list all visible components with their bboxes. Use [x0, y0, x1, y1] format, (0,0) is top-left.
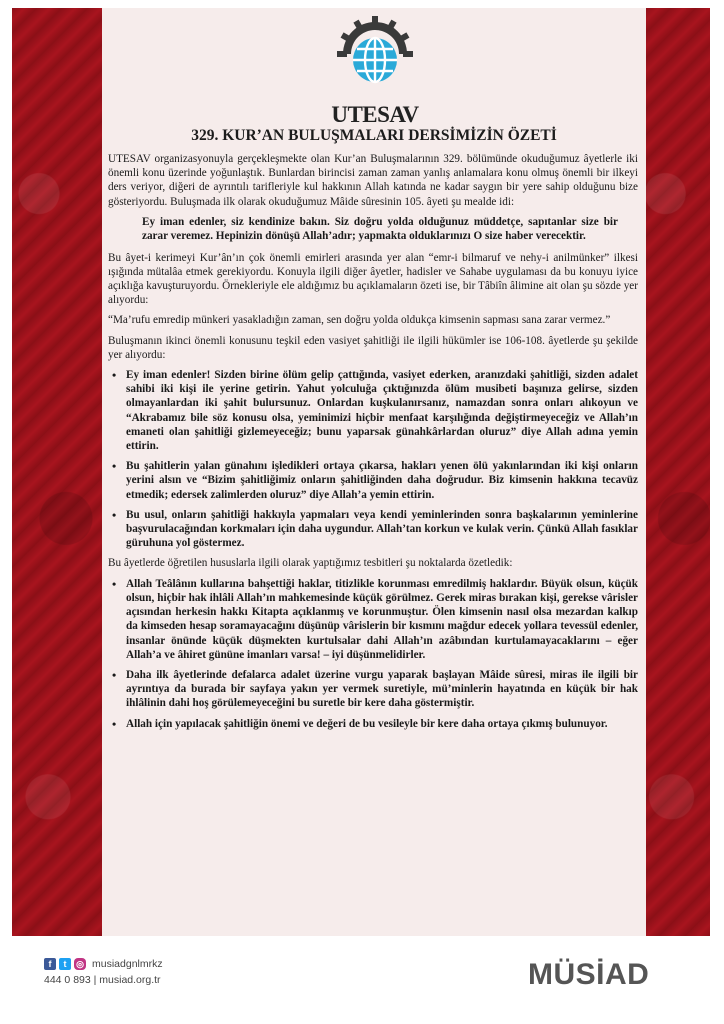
list-item: • Daha ilk âyetlerinde defalarca adalet üzerine vurgu yaparak başlayan Mâide sûresi, miras ile ilgili bir ayrıntıya da burada bir sayfaya yakın yer vermek suretiyle, mü’minlerin hayatında en küçük bir hak ihlâlinin dahi hoş görülemeyeceğini bu suretle bir kere daha göstermiştir. [108, 668, 638, 711]
decorative-border-right [646, 8, 710, 936]
list-item: • Ey iman edenler! Sizden birine ölüm gelip çattığında, vasiyet ederken, aranızdaki şahitliği, sizden adalet sahibi iki kişi ile yerine getirin. Yahut yolculuğa çıktığınızda ölüm musibeti başınıza gelirse, sizden olmayanlardan iki şahit bulursunuz. Onlardan kuşkulanırsanız, namazdan sonra onları alıkoyun ve “Akrabamız bile söz konusu olsa, yeminimizi hiçbir menfaat karşılığında değiştirmeyeceğiz ve Allah’ın emaneti olan şahitliği gizlemeyeceğiz; bunu yaparsak günahkârlardan oluruz” diye Allah adına yemin ettirin. [108, 368, 638, 453]
gear-globe-icon [335, 14, 415, 98]
paragraph-3: Buluşmanın ikinci önemli konusunu teşkil eden vasiyet şahitliği ile ilgili hükümler ise 106-108. âyetlerde şu şekilde yer alıyordu: [108, 334, 638, 361]
list-item: • Allah Teâlânın kullarına bahşettiği haklar, titizlikle korunması emredilmiş haklardır. Büyük olsun, küçük olsun, hiçbir hak ihlâli Allah’ın mahkemesinde küçük görülmez. Gerek miras bırakan kişi, gerekse vârisler açısından herkesin hakkı Kitapta açıklanmış ve korunmuştur. Ölen kimsenin nasıl olsa mezardan kalkıp da kimseden hesap soramayacağını düşünüp vârislerin bir kısmını mağdur edecek yollara tevessül edenler, insanlar önünde küçük düşmekten kurtulsalar dahi Allah’ın azâbından kurtulamayacaklarını – eğer Allah’a ve âhiret gününe imanları varsa! – iyi düşünmelidirler. [108, 577, 638, 662]
social-links [44, 958, 163, 970]
utesav-logo [310, 14, 440, 132]
verse-quote: Ey iman edenler, siz kendinize bakın. Siz doğru yolda olduğunuz müddetçe, sapıtanlar size bir zarar veremez. Hepinizin dönüşü Allah’adır; yapmakta olduklarınızı O size haber verecektir. [142, 215, 618, 243]
twitter-icon[interactable]: t [59, 958, 71, 970]
list-item: • Bu şahitlerin yalan günahını işledikleri ortaya çıkarsa, hakları yenen ölü yakınlarından iki kişi onların yerini alsın ve “Bizim şahitliğimiz onların şahitliğinden daha doğrudur. Biz kimsenin hakkına tecavüz etmedik; edersek zalimlerden oluruz” diye Allah’a yemin ettirin. [108, 459, 638, 502]
logo-text: UTESAV [331, 102, 419, 127]
list-item: • Allah için yapılacak şahitliğin önemi ve değeri de bu vesileyle bir kere daha ortaya çıkmış bulunuyor. [108, 717, 638, 731]
list-item: • Bu usul, onların şahitliği hakkıyla yapmaları veya kendi yeminlerinden sonra başkalarının yeminlerine başvurulacağından korkmaları için daha uygundur. Allah’tan korkun ve kulak verin. Çünkü Allah fasıklar güruhuna yol göstermez. [108, 508, 638, 551]
page-title: 329. KUR’AN BULUŞMALARI DERSİMİZİN ÖZETİ [191, 127, 557, 144]
paragraph-2: Bu âyet-i kerimeyi Kur’ân’ın çok önemli emirleri arasında yer alan “emr-i bilmaruf ve nehy-i anilmünker” ilkesi ışığında mütalâa etmek gerekiyordu. Konuyla ilgili diğer âyetler, hadisler ve Sahabe uygulaması da bu konuyu iyice açıklığa kavuşturuyordu. Örnekleriyle ele aldığımız bu açıklamaların özeti ise, bir Tâbiîn âlimine ait olan şu sözde yer alıyordu: [108, 251, 638, 307]
musiad-logo: MÜSİAD [528, 958, 650, 991]
summary-list [108, 577, 638, 731]
article-body [108, 152, 638, 737]
document-content [102, 8, 646, 936]
tabiin-quote: “Ma’rufu emredip münkeri yasakladığın zaman, sen doğru yolda oldukça kimsenin sapması sana zarar vermez.” [108, 314, 611, 327]
intro-paragraph: UTESAV organizasyonuyla gerçekleşmekte olan Kur’an Buluşmalarının 329. bölümünde okuduğumuz âyetlerle iki önemli konu üzerinde yoğunlaştık. Bunlardan birincisi zaman zaman yanlış anlamalara konu olmuş önemli bir ilkeyi ders veriyor, diğeri de ayrıntılı tarifleriyle kul hakkının Allah katında ne kadar saygın bir yere sahip olduğunu bize gösteriyordu. Buluşmada ilk olarak okuduğumuz Mâide sûresinin 105. âyeti şu mealde idi: [108, 153, 638, 208]
decorative-border-left [12, 8, 102, 936]
paragraph-4: Bu âyetlerde öğretilen hususlarla ilgili olarak yaptığımız tesbitleri şu noktalarda özetledik: [108, 557, 513, 570]
verses-list [108, 368, 638, 550]
facebook-icon[interactable]: f [44, 958, 56, 970]
social-handle[interactable]: musiadgnlmrkz [92, 958, 163, 970]
contact-info[interactable]: 444 0 893 | musiad.org.tr [44, 974, 161, 986]
instagram-icon[interactable]: ◎ [74, 958, 86, 970]
